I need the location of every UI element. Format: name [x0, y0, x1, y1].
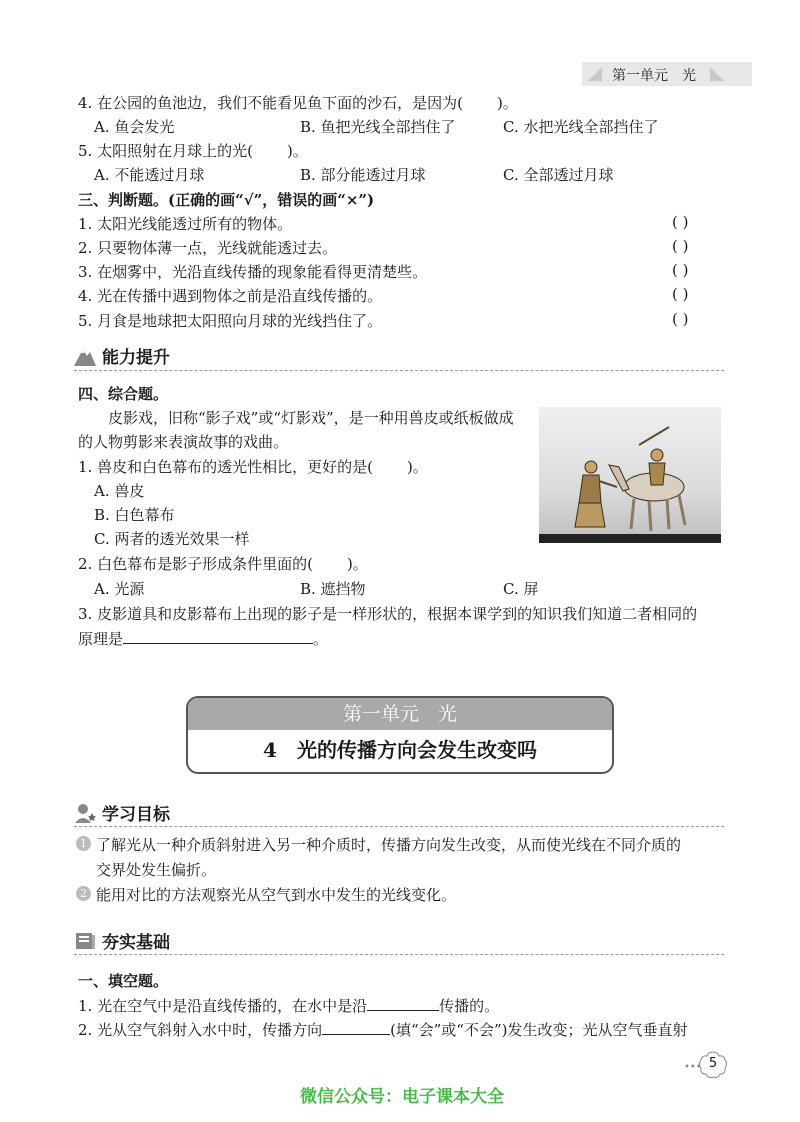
- lesson-banner: [186, 696, 614, 774]
- basics-heading: 夯实基础: [74, 928, 170, 953]
- answer-paren[interactable]: ( ): [672, 310, 689, 328]
- comp-q3-line2: 原理是 。: [78, 630, 329, 648]
- comp-q3: 3. 皮影道具和皮影幕布上出现的影子是一样形状的，根据本课学到的知识我们知道二者相同的: [78, 605, 698, 623]
- comp-q1-option-b: B. 白色幕布: [94, 506, 175, 524]
- q4-option-b: B. 鱼把光线全部挡住了: [300, 118, 456, 136]
- q4-option-c: C. 水把光线全部挡住了: [503, 118, 659, 136]
- watermark: 微信公众号：电子课本大全: [300, 1087, 504, 1107]
- lesson-unit-bar: 第一单元 光: [188, 698, 612, 730]
- goal-2-badge: 2: [76, 886, 91, 901]
- book-icon: [74, 931, 96, 951]
- lesson-title: 4 光的传播方向会发生改变吗: [263, 738, 537, 762]
- goal-1-badge: 1: [76, 836, 91, 851]
- comp-intro: 皮影戏，旧称“影子戏”或“灯影戏”，是一种用兽皮或纸板做成: [108, 409, 514, 427]
- divider: [74, 954, 724, 955]
- answer-blank[interactable]: [322, 1020, 390, 1035]
- shadow-puppet-photo: [539, 407, 721, 543]
- header-unit: 第一单元: [612, 68, 668, 84]
- goal-2-text: 能用对比的方法观察光从空气到水中发生的光线变化。: [96, 886, 457, 904]
- fill-q1: 1. 光在空气中是沿直线传播的，在水中是沿 传播的。: [78, 997, 500, 1015]
- q5-option-c: C. 全部透过月球: [503, 166, 614, 184]
- judge-item: 4. 光在传播中遇到物体之前是沿直线传播的。: [78, 287, 383, 305]
- judge-title: 三、判断题。(正确的画“√”，错误的画“×”): [78, 191, 375, 209]
- comp-q2-option-b: B. 遮挡物: [300, 580, 366, 598]
- comp-intro: 的人物剪影来表演故事的戏曲。: [78, 433, 289, 451]
- judge-item: 5. 月食是地球把太阳照向月球的光线挡住了。: [78, 312, 383, 330]
- answer-blank[interactable]: [123, 629, 313, 644]
- page-header: [582, 62, 752, 86]
- divider: [74, 826, 724, 827]
- answer-paren[interactable]: ( ): [672, 285, 689, 303]
- goals-heading: 学习目标: [74, 800, 170, 825]
- comp-title: 四、综合题。: [78, 385, 169, 403]
- comp-q2: 2. 白色幕布是影子形成条件里面的( )。: [78, 555, 368, 573]
- answer-paren[interactable]: ( ): [672, 213, 689, 231]
- header-topic: 光: [682, 68, 696, 84]
- q4-stem: 4. 在公园的鱼池边，我们不能看见鱼下面的沙石，是因为( )。: [78, 94, 518, 112]
- q5-option-a: A. 不能透过月球: [94, 166, 205, 184]
- triangle-right-icon: [710, 67, 724, 81]
- goal-1-text-cont: 交界处发生偏折。: [96, 861, 217, 879]
- answer-paren[interactable]: ( ): [672, 237, 689, 255]
- comp-q1: 1. 兽皮和白色幕布的透光性相比，更好的是( )。: [78, 458, 428, 476]
- triangle-left-icon: [588, 67, 602, 81]
- answer-blank[interactable]: [367, 996, 439, 1011]
- comp-q1-option-a: A. 兽皮: [94, 482, 145, 500]
- divider: [74, 370, 724, 371]
- person-star-icon: [74, 803, 96, 823]
- comp-q2-option-c: C. 屏: [503, 580, 539, 598]
- page-number: 5: [698, 1050, 728, 1080]
- fill-q2: 2. 光从空气斜射入水中时，传播方向 (填“会”或“不会”)发生改变；光从空气垂直射: [78, 1021, 688, 1039]
- ability-heading: 能力提升: [74, 343, 170, 368]
- comp-q2-option-a: A. 光源: [94, 580, 145, 598]
- fill-title: 一、填空题。: [78, 972, 169, 990]
- mountain-icon: [74, 346, 96, 366]
- q5-option-b: B. 部分能透过月球: [300, 166, 426, 184]
- answer-paren[interactable]: ( ): [672, 261, 689, 279]
- comp-q1-option-c: C. 两者的透光效果一样: [94, 530, 250, 548]
- q5-stem: 5. 太阳照射在月球上的光( )。: [78, 142, 308, 160]
- q4-option-a: A. 鱼会发光: [94, 118, 175, 136]
- judge-item: 2. 只要物体薄一点，光线就能透过去。: [78, 239, 338, 257]
- goal-1-text: 了解光从一种介质斜射进入另一种介质时，传播方向发生改变，从而使光线在不同介质的: [96, 836, 682, 854]
- judge-item: 1. 太阳光线能透过所有的物体。: [78, 215, 293, 233]
- judge-item: 3. 在烟雾中，光沿直线传播的现象能看得更清楚些。: [78, 263, 428, 281]
- puppet-figure-icon: [539, 407, 721, 543]
- dots-decoration: •••: [684, 1062, 702, 1073]
